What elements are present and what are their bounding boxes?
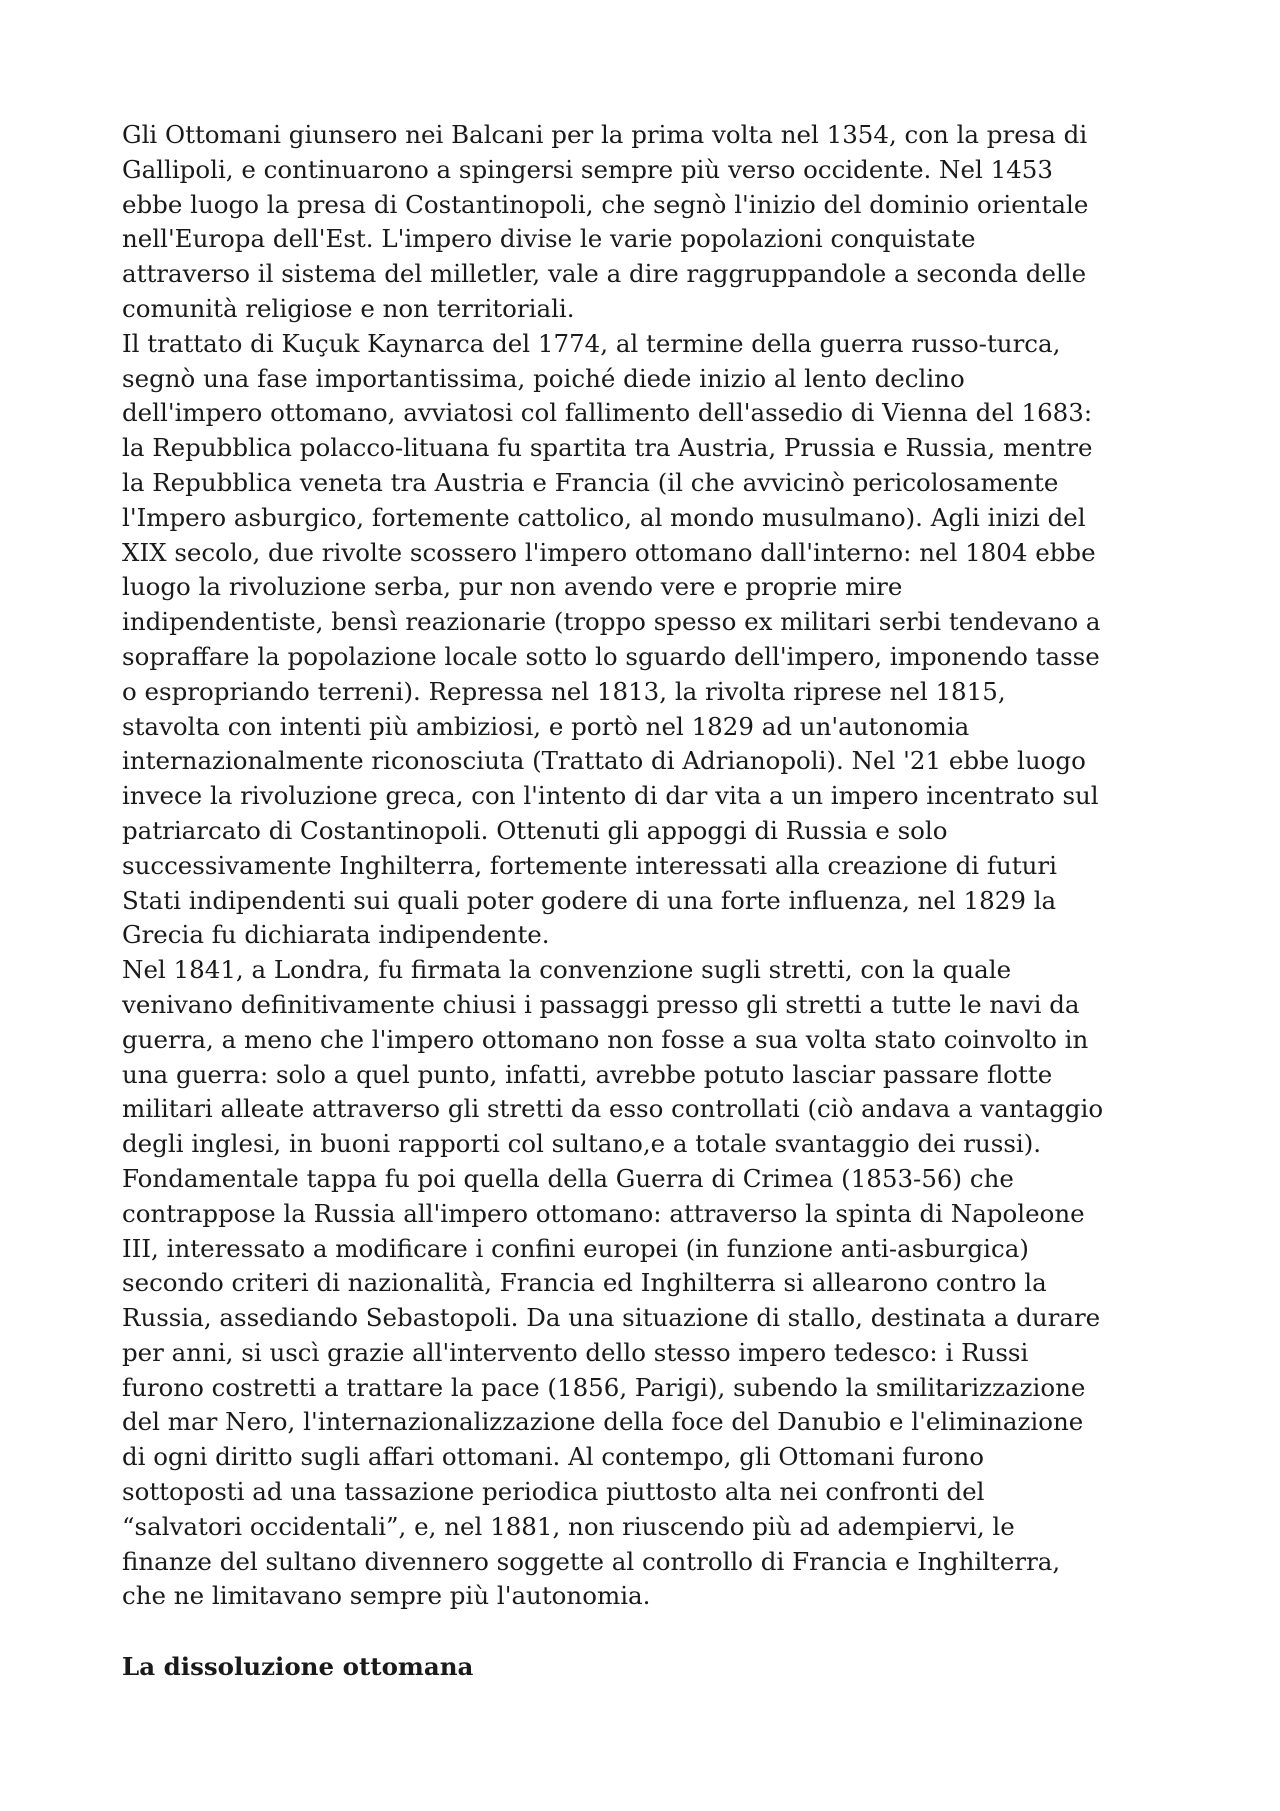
text-line: ebbe luogo la presa di Costantinopoli, che segnò l'inizio del dominio orientale	[122, 189, 1089, 219]
text-line: l'Impero asburgico, fortemente cattolico, al mondo musulmano). Agli inizi del	[122, 502, 1086, 532]
text-line: finanze del sultano divennero soggette al controllo di Francia e Inghilterra,	[122, 1546, 1061, 1576]
text-line: Fondamentale tappa fu poi quella della Guerra di Crimea (1853-56) che	[122, 1163, 1014, 1193]
text-line: secondo criteri di nazionalità, Francia ed Inghilterra si allearono contro la	[122, 1268, 1047, 1298]
text-line: comunità religiose e non territoriali.	[122, 293, 575, 323]
text-line: invece la rivoluzione greca, con l'intento di dar vita a un impero incentrato sul	[122, 781, 1099, 811]
text-line: successivamente Inghilterra, fortemente interessati alla creazione di futuri	[122, 850, 1057, 880]
text-line: la Repubblica veneta tra Austria e Francia (il che avvicinò pericolosamente	[122, 467, 1059, 497]
text-line: patriarcato di Costantinopoli. Ottenuti gli appoggi di Russia e solo	[122, 815, 948, 845]
text-line: sottoposti ad una tassazione periodica piuttosto alta nei confronti del	[122, 1477, 985, 1507]
text-line: luogo la rivoluzione serba, pur non avendo vere e proprie mire	[122, 572, 903, 602]
text-line: una guerra: solo a quel punto, infatti, avrebbe potuto lasciar passare flotte	[122, 1059, 1053, 1089]
text-line: Stati indipendenti sui quali poter godere di una forte influenza, nel 1829 la	[122, 885, 1057, 915]
text-line: la Repubblica polacco-lituana fu spartita tra Austria, Prussia e Russia, mentre	[122, 433, 1093, 463]
text-line: sopraffare la popolazione locale sotto lo sguardo dell'impero, imponendo tasse	[122, 641, 1100, 671]
text-line: Russia, assediando Sebastopoli. Da una situazione di stallo, destinata a durare	[122, 1303, 1101, 1333]
section-heading: La dissoluzione ottomana	[122, 1652, 474, 1681]
text-line: internazionalmente riconosciuta (Trattato di Adrianopoli). Nel '21 ebbe luogo	[122, 746, 1086, 776]
text-line: o espropriando terreni). Repressa nel 1813, la rivolta riprese nel 1815,	[122, 676, 1006, 706]
text-line: “salvatori occidentali”, e, nel 1881, non riuscendo più ad adempiervi, le	[122, 1511, 1015, 1541]
text-line: attraverso il sistema del milletler, vale a dire raggruppandole a seconda delle	[122, 259, 1087, 289]
text-line: per anni, si uscì grazie all'intervento dello stesso impero tedesco: i Russi	[122, 1337, 1029, 1367]
text-line: militari alleate attraverso gli stretti da esso controllati (ciò andava a vantaggio	[122, 1094, 1104, 1124]
text-line: furono costretti a trattare la pace (1856, Parigi), subendo la smilitarizzazione	[122, 1372, 1086, 1402]
text-line: segnò una fase importantissima, poiché diede inizio al lento declino	[122, 363, 965, 393]
text-line: XIX secolo, due rivolte scossero l'impero ottomano dall'interno: nel 1804 ebbe	[122, 537, 1096, 567]
text-line: dell'impero ottomano, avviatosi col fallimento dell'assedio di Vienna del 1683:	[122, 398, 1093, 428]
text-line: Gallipoli, e continuarono a spingersi sempre più verso occidente. Nel 1453	[122, 154, 1053, 184]
text-line: Nel 1841, a Londra, fu firmata la convenzione sugli stretti, con la quale	[122, 955, 1012, 985]
text-line: stavolta con intenti più ambiziosi, e portò nel 1829 ad un'autonomia	[122, 711, 970, 741]
text-line: degli inglesi, in buoni rapporti col sultano,e a totale svantaggio dei russi).	[122, 1129, 1042, 1159]
text-line: di ogni diritto sugli affari ottomani. Al contempo, gli Ottomani furono	[122, 1442, 985, 1472]
text-line: che ne limitavano sempre più l'autonomia.	[122, 1581, 651, 1611]
text-line: Gli Ottomani giunsero nei Balcani per la prima volta nel 1354, con la presa di	[122, 120, 1088, 149]
text-line: guerra, a meno che l'impero ottomano non fosse a sua volta stato coinvolto in	[122, 1024, 1089, 1054]
text-line: Grecia fu dichiarata indipendente.	[122, 920, 550, 950]
text-line: venivano definitivamente chiusi i passaggi presso gli stretti a tutte le navi da	[122, 989, 1080, 1019]
body-text	[122, 118, 1172, 1614]
text-line: indipendentiste, bensì reazionarie (troppo spesso ex militari serbi tendevano a	[122, 607, 1101, 637]
text-line: Il trattato di Kuçuk Kaynarca del 1774, al termine della guerra russo-turca,	[122, 328, 1061, 358]
text-line: contrappose la Russia all'impero ottomano: attraverso la spinta di Napoleone	[122, 1198, 1085, 1228]
text-line: III, interessato a modificare i confini europei (in funzione anti-asburgica)	[122, 1233, 1029, 1263]
text-line: nell'Europa dell'Est. L'impero divise le varie popolazioni conquistate	[122, 224, 976, 254]
text-line: del mar Nero, l'internazionalizzazione della foce del Danubio e l'eliminazione	[122, 1407, 1084, 1437]
